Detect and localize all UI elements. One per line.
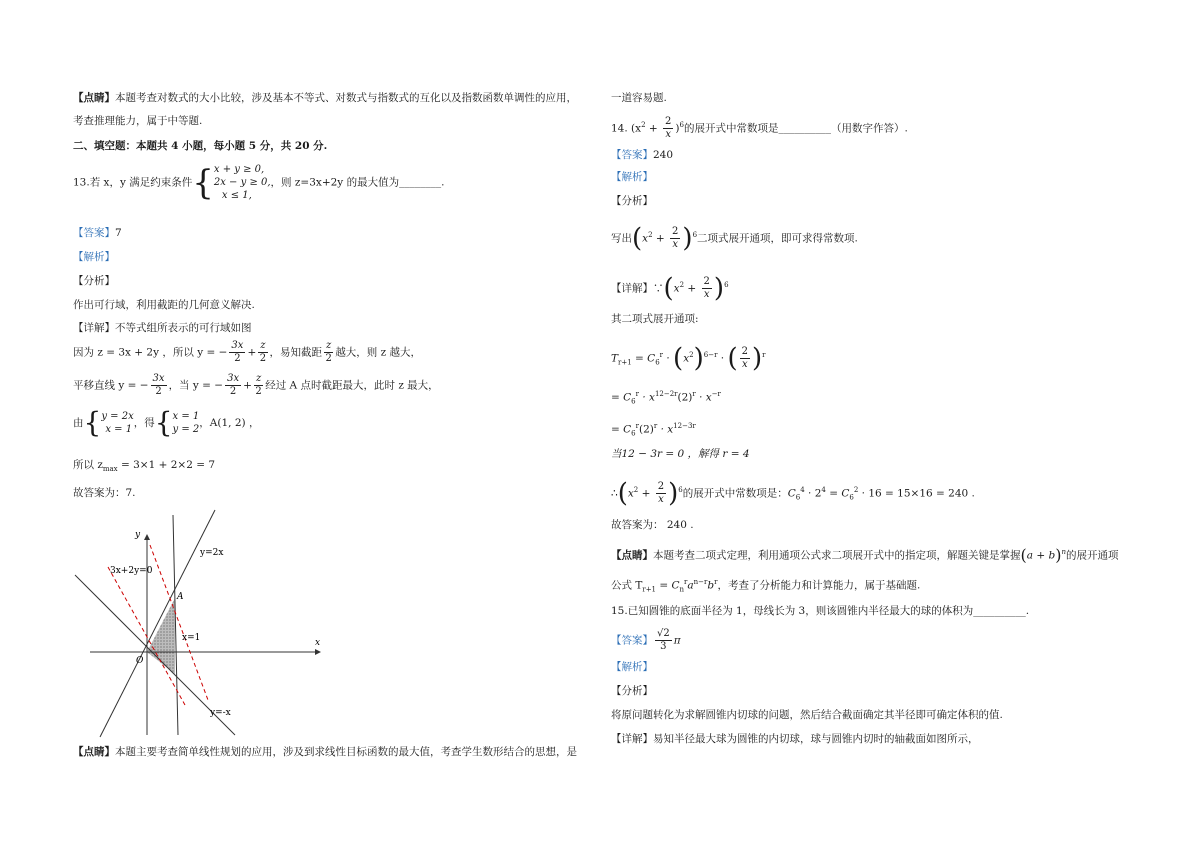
question-15: 15.已知圆锥的底面半径为 1，母线长为 3，则该圆锥内半径最大的球的体积为__________. bbox=[611, 605, 1030, 617]
xiangjie-13: 【详解】不等式组所表示的可行域如图 bbox=[73, 322, 252, 334]
answer-13: 【答案】7 bbox=[73, 227, 122, 239]
label-x-1: x=1 bbox=[182, 633, 201, 643]
simplify-step-1: = $C_6^r \cdot x^{12-2r}(2)^r \cdot x^{-r}$ bbox=[611, 390, 721, 406]
derivation-line-2: 平移直线 y = − $\frac{3x}{2}$ ，当 y = − $\frac{3x}{2}$ + $\frac{z}{2}$ 经过 A 点时截距最大，此时 z 最大， bbox=[73, 373, 439, 397]
final-answer-13: 故答案为：7. bbox=[73, 487, 136, 499]
general-term-label: 其二项式展开通项: bbox=[611, 313, 699, 325]
comment14-line2: 公式 $T_{r+1} = C_n^ra^{n-r}b^r$，考查了分析能力和计算能力，属于基础题. bbox=[611, 578, 921, 594]
comment13-continued: 一道容易题. bbox=[611, 92, 667, 104]
question-14: 14. ($x^2$ + $\frac{2}{x}$ )$^6$的展开式中常数项是__________（用数字作答）. bbox=[611, 116, 908, 140]
fenxi-13-text: 作出可行域，利用截距的几何意义解决. bbox=[73, 299, 255, 311]
question-13: 13.若 x，y 满足约束条件{ x + y ≥ 0, 2x − y ≥ 0, x ≤ 1, ，则 z=3x+2y 的最大值为________. bbox=[73, 162, 445, 203]
comment14-line1: 【点睛】本题考查二项式定理，利用通项公式求二项展开式中的指定项，解题关键是掌握$(a + b)^n$的展开通项 bbox=[611, 545, 1119, 565]
label-x: x bbox=[315, 638, 321, 648]
xiangjie-15: 【详解】易知半径最大球为圆锥的内切球，球与圆锥内切时的轴截面如图所示， bbox=[611, 733, 979, 745]
comment12-line2: 考查推理能力，属于中等题. bbox=[73, 115, 203, 127]
feasible-region-graph bbox=[70, 505, 330, 740]
comment12-line1: 【点睛】本题考查对数式的大小比较，涉及基本不等式、对数式与指数式的互化以及指数函数单调性的应用， bbox=[73, 92, 577, 104]
jiexi-15: 【解析】 bbox=[611, 661, 653, 673]
answer-15: 【答案】 $\frac{√2}{3}$ π bbox=[611, 628, 681, 652]
fenxi-15-text: 将原问题转化为求解圆锥内切球的问题，然后结合截面确定其半径即可确定体积的值. bbox=[611, 709, 1003, 721]
simplify-step-2: = $C_6^r(2)^r \cdot x^{12-3r}$ bbox=[611, 422, 696, 438]
fenxi-15-tag: 【分析】 bbox=[611, 685, 653, 697]
label-y-neg-x: y=-x bbox=[210, 708, 231, 718]
derivation-line-4: 所以 $z_{max} = 3\times 1 + 2\times 2 = 7$ bbox=[73, 459, 216, 474]
answer-14: 【答案】240 bbox=[611, 149, 674, 161]
derivation-line-1: 因为 z = 3x + 2y ，所以 y = − $\frac{3x}{2}$ + $\frac{z}{2}$ ，易知截距 $\frac{z}{2}$ 越大，则 z 越大， bbox=[73, 340, 422, 364]
label-y-2x: y=2x bbox=[200, 548, 224, 558]
fenxi-13-tag: 【分析】 bbox=[73, 275, 115, 287]
label-point-a: A bbox=[177, 592, 184, 602]
section-heading: 二、填空题：本题共 4 小题，每小题 5 分，共 20 分. bbox=[73, 140, 328, 152]
label-objective: 3x+2y=0 bbox=[110, 566, 153, 576]
label-y: y bbox=[135, 530, 141, 540]
jiexi-13: 【解析】 bbox=[73, 251, 115, 263]
objective-line-max bbox=[150, 545, 208, 700]
jiexi-14: 【解析】 bbox=[611, 171, 653, 183]
derivation-line-3: 由{ y = 2x x = 1 ，得{ x = 1 y = 2 ，A(1, 2) ， bbox=[73, 406, 260, 439]
comment13: 【点睛】本题主要考查简单线性规划的应用，涉及到求线性目标函数的最大值，考查学生数形结合的思想，是 bbox=[73, 746, 577, 758]
therefore-14: $\therefore(x^2$ + $\frac{2}{x}$ )$^6$的展开式中常数项是：$C_6^4 \cdot 2^4 = C_6^2 \cdot 16 = 15\times 16 = 240$ . bbox=[611, 478, 975, 509]
label-origin: O bbox=[136, 656, 144, 666]
condition-14: 当12 − 3r = 0 ，解得 r = 4 bbox=[611, 448, 750, 460]
xiangjie-14: 【详解】$\because(x^2$ + $\frac{2}{x}$ )$^6$ bbox=[611, 273, 729, 304]
general-term-formula: $T_{r+1} = C_6^r \cdot (x^2)^{6-r}$ · ( $\frac{2}{x}$ )$^r$ bbox=[611, 343, 766, 374]
fenxi-14-tag: 【分析】 bbox=[611, 195, 653, 207]
line-y-2x bbox=[100, 510, 215, 737]
fenxi-14-text: 写出($x^2$ + $\frac{2}{x}$ )$^6$二项式展开通项，即可求得常数项. bbox=[611, 223, 858, 254]
final-answer-14: 故答案为： 240 . bbox=[611, 519, 694, 531]
